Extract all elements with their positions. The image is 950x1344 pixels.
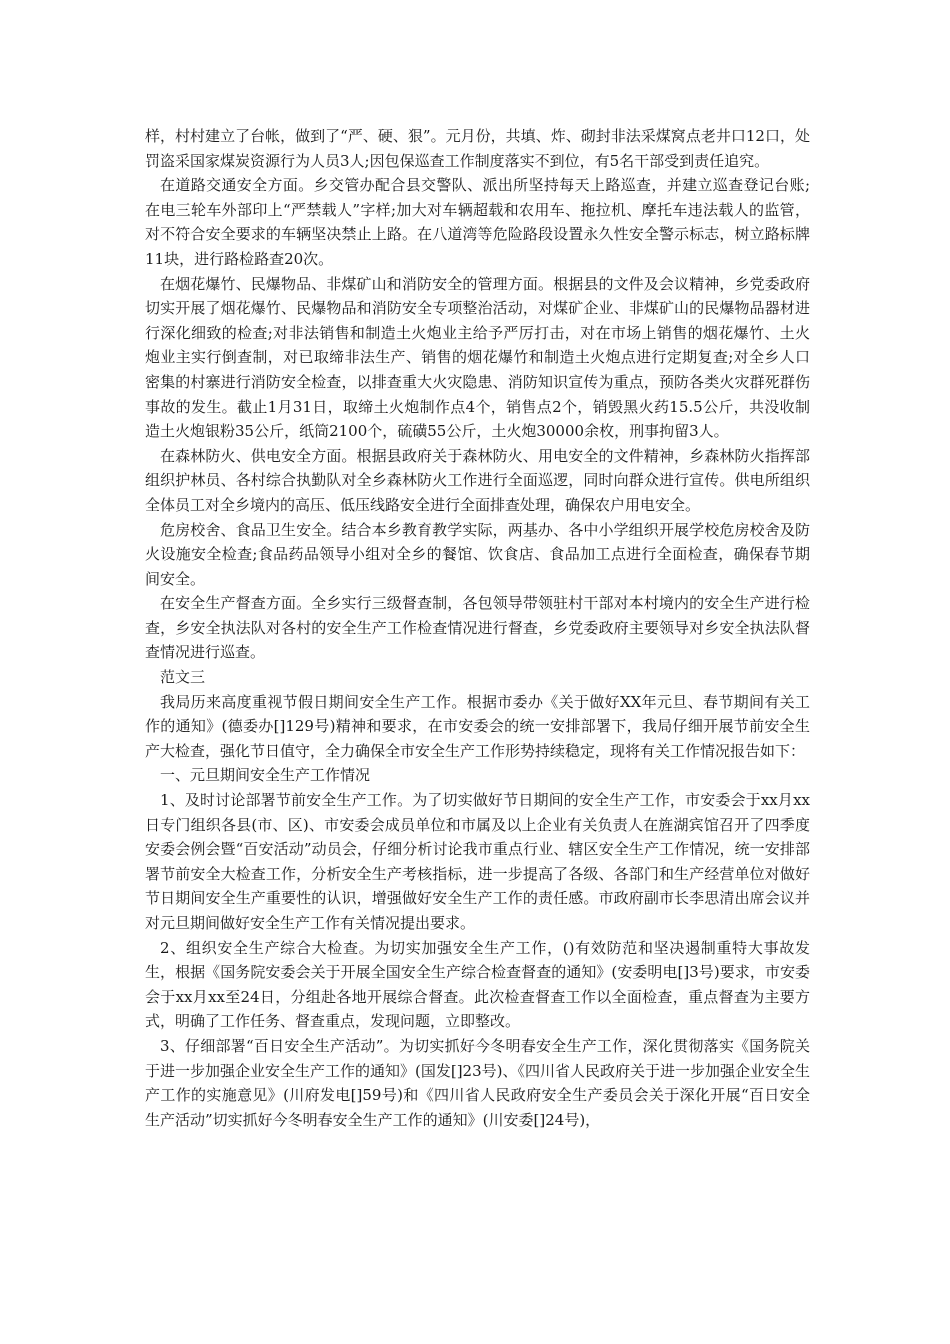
paragraph-safety-supervision: 在安全生产督查方面。全乡实行三级督查制，各包领导带领驻村干部对本村境内的安全生产进行检查，乡安全执法队对各村的安全生产工作检查情况进行督查，乡党委政府主要领导对乡安全执法队督查情况进行巡查。 — [145, 594, 810, 662]
paragraph-fireworks-explosives-safety: 在烟花爆竹、民爆物品、非煤矿山和消防安全的管理方面。根据县的文件及会议精神，乡党委政府切实开展了烟花爆竹、民爆物品和消防安全专项整治活动，对煤矿企业、非煤矿山的民爆物品器材进行深化细致的检查;对非法销售和制造土火炮业主给予严厉打击，对在市场上销售的烟花爆竹、土火炮业主实行倒查制，对已取缔非法生产、销售的烟花爆竹和制造土火炮点进行定期复查;对全乡人口密集的村寨进行消防安全检查，以排查重大火灾隐患、消防知识宣传为重点，预防各类火灾群死群伤事故的发生。截止1月31日，取缔土火炮制作点4个，销售点2个，销毁黑火药15.5公斤，共没收制造土火炮银粉35公斤，纸筒2100个，硫磺55公斤，土火炮30000余枚，刑事拘留3人。 — [145, 274, 810, 441]
section-heading-new-year-safety: 一、元旦期间安全生产工作情况 — [160, 766, 371, 785]
section-heading-sample-three: 范文三 — [160, 668, 206, 687]
paragraph-coal-mine-continuation: 样，村村建立了台帐，做到了“严、硬、狠”。元月份，共填、炸、砌封非法采煤窝点老井口12口，处罚盗采国家煤炭资源行为人员3人;因包保巡查工作制度落实不到位，有5名干部受到责任追究。 — [145, 127, 810, 170]
paragraph-item-2-inspection: 2、组织安全生产综合大检查。为切实加强安全生产工作，()有效防范和坚决遏制重特大事故发生，根据《国务院安委会关于开展全国安全生产综合检查督查的通知》(安委明电[]3号)要求，市安委会于xx月xx至24日，分组赴各地开展综合督查。此次检查督查工作以全面检查，重点督查为主要方式，明确了工作任务、督查重点，发现问题，立即整改。 — [145, 938, 810, 1031]
paragraph-school-food-safety: 危房校舍、食品卫生安全。结合本乡教育教学实际，两基办、各中小学组织开展学校危房校舍及防火设施安全检查;食品药品领导小组对全乡的餐馆、饮食店、食品加工点进行全面检查，确保春节期间安全。 — [145, 520, 810, 588]
paragraph-item-3-hundred-day-activity: 3、仔细部署“百日安全生产活动”。为切实抓好今冬明春安全生产工作，深化贯彻落实《国务院关于进一步加强企业安全生产工作的通知》(国发[]23号)、《四川省人民政府关于进一步加强企业安全生产工作的实施意见》(川府发电[]59号)和《四川省人民政府安全生产委员会关于深化开展“百日安全生产活动”切实抓好今冬明春安全生产工作的通知》(川安委[]24号)， — [145, 1036, 810, 1129]
paragraph-forest-fire-power-safety: 在森林防火、供电安全方面。根据县政府关于森林防火、用电安全的文件精神，乡森林防火指挥部组织护林员、各村综合执勤队对全乡森林防火工作进行全面巡逻，同时向群众进行宣传。供电所组织全体员工对全乡境内的高压、低压线路安全进行全面排查处理，确保农户用电安全。 — [145, 446, 810, 514]
paragraph-item-1-deployment: 1、及时讨论部署节前安全生产工作。为了切实做好节日期间的安全生产工作，市安委会于xx月xx日专门组织各县(市、区)、市安委会成员单位和市属及以上企业有关负责人在旌湖宾馆召开了四季度安委会例会暨“百安活动”动员会，仔细分析讨论我市重点行业、辖区安全生产工作情况，统一安排部署节前安全大检查工作，分析安全生产考核指标，进一步提高了各级、各部门和生产经营单位对做好节日期间安全生产重要性的认识，增强做好安全生产工作的责任感。市政府副市长李思清出席会议并对元旦期间做好安全生产工作有关情况提出要求。 — [145, 791, 810, 932]
paragraph-report-introduction: 我局历来高度重视节假日期间安全生产工作。根据市委办《关于做好XX年元旦、春节期间有关工作的通知》(德委办[]129号)精神和要求，在市安委会的统一安排部署下，我局仔细开展节前安全生产大检查，强化节日值守，全力确保全市安全生产工作形势持续稳定，现将有关工作情况报告如下： — [145, 692, 810, 760]
document-page — [145, 124, 810, 1132]
paragraph-road-traffic-safety: 在道路交通安全方面。乡交管办配合县交警队、派出所坚持每天上路巡查，并建立巡查登记台账;在电三轮车外部印上“严禁载人”字样;加大对车辆超载和农用车、拖拉机、摩托车违法载人的监管，对不符合安全要求的车辆坚决禁止上路。在八道湾等危险路段设置永久性安全警示标志，树立路标牌11块，进行路检路查20次。 — [145, 176, 810, 268]
